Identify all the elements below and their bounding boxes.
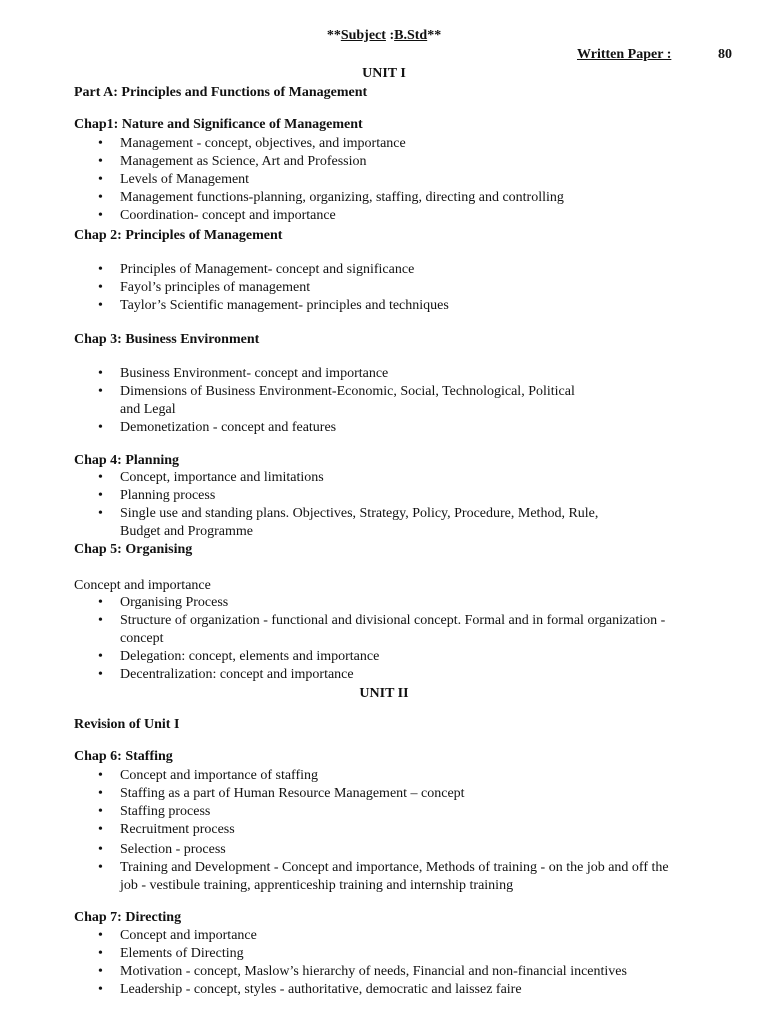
- list-item-continuation: and Legal: [120, 402, 176, 417]
- revision-title: Revision of Unit I: [74, 717, 180, 732]
- list-item: • Leadership - concept, styles - authoritative, democratic and laissez faire: [74, 981, 744, 999]
- chap5-list: [74, 594, 744, 684]
- chap1-title: Chap1: Nature and Significance of Management: [74, 117, 363, 132]
- chap3-list: [74, 365, 744, 437]
- list-item: • Selection - process: [74, 841, 744, 859]
- list-item: • Demonetization - concept and features: [74, 419, 744, 437]
- chap2-list: [74, 261, 744, 315]
- chap3-title: Chap 3: Business Environment: [74, 332, 260, 347]
- list-item: • Management as Science, Art and Profession: [74, 153, 744, 171]
- list-item: • Decentralization: concept and importance: [74, 666, 744, 684]
- chap5-intro: Concept and importance: [74, 578, 211, 593]
- list-item: • Planning process: [74, 487, 744, 505]
- list-item-continuation: Budget and Programme: [120, 524, 253, 539]
- list-item: • Staffing process: [74, 803, 744, 821]
- subject-colon: :: [385, 28, 395, 43]
- subject-suffix: **: [427, 28, 442, 43]
- list-item: • Taylor’s Scientific management- principles and techniques: [74, 297, 744, 315]
- list-item: • Concept and importance of staffing: [74, 767, 744, 785]
- list-item: • Structure of organization - functional and divisional concept. Formal and in formal organization -: [74, 612, 744, 630]
- paper-label: Written Paper :: [577, 47, 672, 62]
- list-item: • Training and Development - Concept and importance, Methods of training - on the job and off the: [74, 859, 744, 877]
- list-item-continuation: job - vestibule training, apprenticeship training and internship training: [120, 878, 514, 893]
- written-paper-line: [577, 46, 732, 63]
- list-item: • Concept, importance and limitations: [74, 469, 744, 487]
- list-item: • Management - concept, objectives, and importance: [74, 135, 744, 153]
- chap1-list: [74, 135, 744, 225]
- unit-1-title: UNIT I: [362, 66, 406, 81]
- list-item: • Concept and importance: [74, 927, 744, 945]
- unit-2-title: UNIT II: [359, 686, 409, 701]
- list-item: • Recruitment process: [74, 821, 744, 839]
- chap5-title: Chap 5: Organising: [74, 542, 193, 557]
- chap7-list: [74, 927, 744, 999]
- chap7-title: Chap 7: Directing: [74, 910, 182, 925]
- list-item: • Motivation - concept, Maslow’s hierarchy of needs, Financial and non-financial incentives: [74, 963, 744, 981]
- list-item: • Management functions-planning, organizing, staffing, directing and controlling: [74, 189, 744, 207]
- paper-marks: 80: [718, 47, 732, 62]
- subject-code: B.Std: [394, 28, 428, 43]
- list-item: • Levels of Management: [74, 171, 744, 189]
- list-item-continuation: concept: [120, 631, 164, 646]
- chap2-title: Chap 2: Principles of Management: [74, 228, 283, 243]
- list-item: • Principles of Management- concept and significance: [74, 261, 744, 279]
- list-item: • Coordination- concept and importance: [74, 207, 744, 225]
- part-a-title: Part A: Principles and Functions of Management: [74, 85, 368, 100]
- list-item: • Fayol’s principles of management: [74, 279, 744, 297]
- subject-heading: [0, 27, 768, 44]
- chap6-list: [74, 767, 744, 895]
- subject-prefix: **: [326, 28, 341, 43]
- list-item: • Elements of Directing: [74, 945, 744, 963]
- list-item: • Business Environment- concept and importance: [74, 365, 744, 383]
- list-item: • Staffing as a part of Human Resource Management – concept: [74, 785, 744, 803]
- list-item: • Delegation: concept, elements and importance: [74, 648, 744, 666]
- list-item: • Organising Process: [74, 594, 744, 612]
- chap4-title: Chap 4: Planning: [74, 453, 180, 468]
- list-item: • Single use and standing plans. Objectives, Strategy, Policy, Procedure, Method, Rule,: [74, 505, 744, 523]
- list-item: • Dimensions of Business Environment-Economic, Social, Technological, Political: [74, 383, 744, 401]
- chap6-title: Chap 6: Staffing: [74, 749, 173, 764]
- subject-word: Subject: [340, 28, 386, 43]
- chap4-list: [74, 469, 744, 541]
